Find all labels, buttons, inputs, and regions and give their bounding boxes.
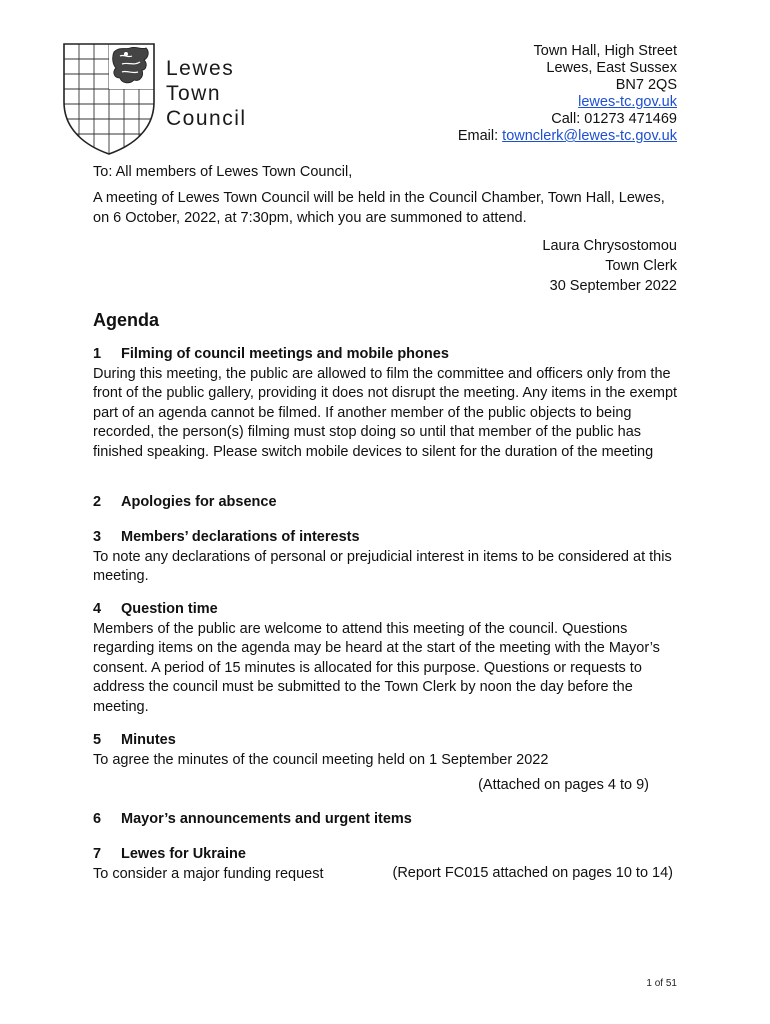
item-title: Lewes for Ukraine [121, 846, 246, 862]
email-link[interactable]: townclerk@lewes-tc.gov.uk [502, 128, 677, 144]
agenda-heading: Agenda [93, 310, 160, 330]
website-link[interactable]: lewes-tc.gov.uk [578, 94, 677, 110]
agenda-item-2 [93, 493, 683, 513]
item-title: Apologies for absence [121, 494, 277, 510]
item-body: To consider a major funding request [93, 865, 324, 882]
item-number: 3 [93, 529, 102, 545]
item-title: Members’ declarations of interests [121, 529, 360, 545]
salutation: To: All members of Lewes Town Council, [93, 164, 353, 180]
council-address [458, 43, 677, 145]
signatory-title: Town Clerk [605, 258, 677, 274]
item-title: Filming of council meetings and mobile phones [121, 346, 449, 362]
letter-date: 30 September 2022 [549, 278, 677, 294]
item-number: 2 [93, 494, 102, 510]
item-number: 6 [93, 811, 102, 827]
wordmark-line-2: Town [166, 82, 222, 105]
item-title: Mayor’s announcements and urgent items [121, 811, 412, 827]
address-line-2: Lewes, East Sussex [546, 60, 677, 76]
signatory-name: Laura Chrysostomou [542, 238, 677, 254]
item-number: 5 [93, 732, 102, 748]
agenda-item-6 [93, 810, 683, 830]
item-title: Minutes [121, 732, 176, 748]
email-label: Email: [457, 128, 503, 144]
item-body: Members of the public are welcome to attend this meeting of the council. Questions regarding items on the agenda may be heard at the start of the meeting with the Mayor’s consent. A period of 15 minutes is allocated for this purpose. Questions or requests to address the council must be submitted to the Town Clerk by noon the day before the meeting. [93, 620, 660, 715]
report-attachment-note: (Report FC015 attached on pages 10 to 14) [392, 865, 673, 881]
item-body: To agree the minutes of the council meeting held on 1 September 2022 [93, 751, 549, 768]
item-title: Question time [121, 601, 218, 617]
address-postcode: BN7 2QS [615, 77, 677, 93]
council-crest-icon [62, 42, 156, 156]
wordmark-line-1: Lewes [166, 57, 235, 80]
wordmark-line-3: Council [166, 107, 247, 130]
agenda-item-1 [93, 345, 683, 462]
meeting-intro: A meeting of Lewes Town Council will be held in the Council Chamber, Town Hall, Lewes, on 6 October, 2022, at 7:30pm, which you are summoned to attend. [93, 190, 665, 226]
page-number: 1 of 51 [646, 978, 677, 989]
item-body: To note any declarations of personal or prejudicial interest in items to be considered at this meeting. [93, 548, 672, 584]
address-line-1: Town Hall, High Street [533, 43, 677, 59]
item-number: 7 [93, 846, 102, 862]
agenda-item-3 [93, 528, 683, 587]
minutes-attachment-note: (Attached on pages 4 to 9) [478, 777, 649, 793]
signature-block [542, 236, 677, 296]
item-number: 4 [93, 601, 102, 617]
item-number: 1 [93, 346, 102, 362]
council-wordmark [166, 56, 247, 131]
agenda-item-4 [93, 600, 683, 717]
phone-number: Call: 01273 471469 [551, 111, 677, 127]
item-body: During this meeting, the public are allowed to film the committee and officers only from the front of the public gallery, providing it does not disrupt the meeting. Any items in the exempt part of an agenda cannot be filmed. If another member of the public objects to being recorded, the person(s) filming must stop doing so until that member of the public has finished speaking. Please switch mobile devices to silent for the duration of the meeting [93, 365, 678, 460]
agenda-item-5 [93, 731, 683, 770]
